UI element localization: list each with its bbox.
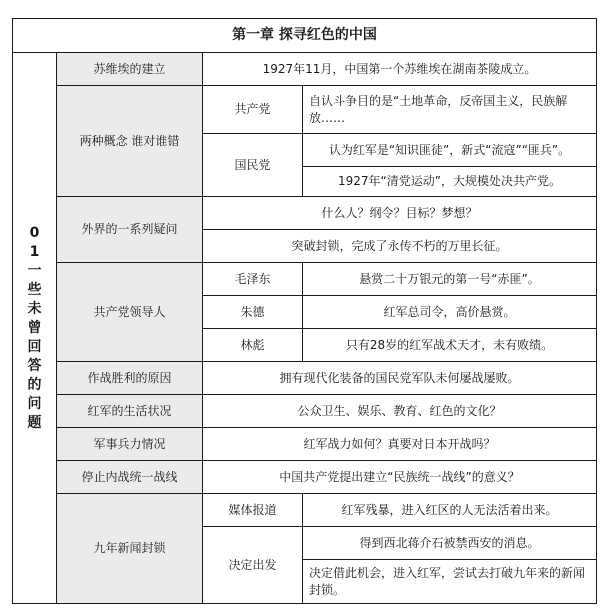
topic-blockade: 九年新闻封锁 bbox=[57, 494, 203, 604]
topic-military: 军事兵力情况 bbox=[57, 428, 203, 461]
topic-leaders: 共产党领导人 bbox=[57, 263, 203, 362]
content-cpc: 自认斗争目的是“土地革命，反帝国主义，民族解放…… bbox=[303, 86, 597, 134]
section-label: 01一些未曾回答的问题 bbox=[27, 224, 42, 431]
table-row bbox=[13, 461, 597, 494]
content-decision-1: 得到西北蒋介石被禁西安的消息。 bbox=[303, 527, 597, 560]
leader-content-mao: 悬赏二十万银元的第一号“赤匪”。 bbox=[303, 263, 597, 296]
table-row bbox=[13, 263, 597, 296]
topic-victory: 作战胜利的原因 bbox=[57, 362, 203, 395]
topic-life: 红军的生活状况 bbox=[57, 395, 203, 428]
content-soviet: 1927年11月，中国第一个苏维埃在湖南茶陵成立。 bbox=[203, 53, 597, 86]
content-questions-1: 什么人？纲令？目标？梦想？ bbox=[203, 197, 597, 230]
table-row bbox=[13, 197, 597, 230]
content-questions-2: 突破封锁，完成了永传不朽的万里长征。 bbox=[203, 230, 597, 263]
title-row bbox=[13, 19, 597, 53]
label-media: 媒体报道 bbox=[203, 494, 303, 527]
topic-questions: 外界的一系列疑问 bbox=[57, 197, 203, 263]
label-decision: 决定出发 bbox=[203, 527, 303, 604]
leader-name-lin: 林彪 bbox=[203, 329, 303, 362]
table-row bbox=[13, 53, 597, 86]
table-row bbox=[13, 428, 597, 461]
section-label-cell bbox=[13, 53, 57, 604]
leader-content-zhu: 红军总司令，高价悬赏。 bbox=[303, 296, 597, 329]
table-row bbox=[13, 86, 597, 134]
chapter-summary-table bbox=[12, 18, 596, 604]
leader-content-lin: 只有28岁的红军战术天才，未有败绩。 bbox=[303, 329, 597, 362]
leader-name-mao: 毛泽东 bbox=[203, 263, 303, 296]
content-media: 红军残暴，进入红区的人无法活着出来。 bbox=[303, 494, 597, 527]
label-cpc: 共产党 bbox=[203, 86, 303, 134]
table-row bbox=[13, 494, 597, 527]
table-row bbox=[13, 395, 597, 428]
content-life: 公众卫生、娱乐、教育、红色的文化？ bbox=[203, 395, 597, 428]
chapter-title: 第一章 探寻红色的中国 bbox=[13, 19, 597, 53]
content-victory: 拥有现代化装备的国民党军队未何屡战屡败。 bbox=[203, 362, 597, 395]
content-kmt-1: 认为红军是“知识匪徒”，新式“流寇”“匪兵”。 bbox=[303, 134, 597, 167]
leader-name-zhu: 朱德 bbox=[203, 296, 303, 329]
content-military: 红军战力如何？真要对日本开战吗？ bbox=[203, 428, 597, 461]
content-ceasefire: 中国共产党提出建立“民族统一战线”的意义？ bbox=[203, 461, 597, 494]
label-kmt: 国民党 bbox=[203, 134, 303, 197]
topic-two-concepts: 两种概念 谁对谁错 bbox=[57, 86, 203, 197]
topic-soviet: 苏维埃的建立 bbox=[57, 53, 203, 86]
content-kmt-2: 1927年“清党运动”，大规模处决共产党。 bbox=[303, 167, 597, 197]
content-decision-2: 决定借此机会，进入红军，尝试去打破九年来的新闻封锁。 bbox=[303, 560, 597, 604]
table-row bbox=[13, 362, 597, 395]
topic-ceasefire: 停止内战统一战线 bbox=[57, 461, 203, 494]
